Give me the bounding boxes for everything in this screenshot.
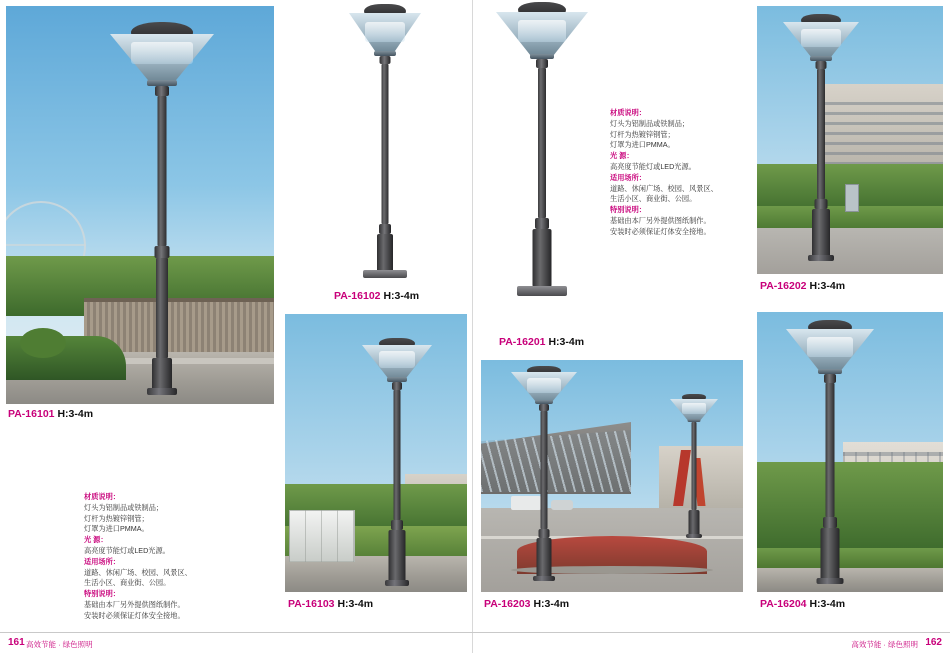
lamp-collar bbox=[392, 382, 402, 390]
lamp-glass-diffuser bbox=[527, 378, 561, 393]
product-code: PA-16204 bbox=[760, 598, 807, 610]
spec-line: 特别说明： bbox=[84, 589, 120, 599]
product-code: PA-16201 bbox=[499, 336, 546, 348]
lamp-collar bbox=[539, 404, 549, 411]
lamp-foot-plate bbox=[363, 270, 407, 278]
product-code: PA-16103 bbox=[288, 598, 335, 610]
product-code: PA-16102 bbox=[334, 290, 381, 302]
lamp-base bbox=[533, 229, 552, 287]
product-height: H:3-4m bbox=[548, 336, 585, 348]
spec-line: 基础由本厂另外提供图纸制作。 bbox=[610, 215, 711, 225]
lamp-glass-diffuser bbox=[518, 20, 566, 42]
spec-line: 材质说明： bbox=[610, 108, 646, 117]
footer-rule bbox=[0, 632, 950, 633]
spec-line: 高亮度节能灯或LED光源。 bbox=[610, 161, 696, 171]
lamp-collar bbox=[816, 61, 827, 69]
spec-line: 灯杆为热镀锌钢管； bbox=[84, 513, 149, 523]
caption-pa-16103 bbox=[288, 598, 373, 610]
spec-line: 适用场所： bbox=[610, 172, 646, 182]
lamp-foot-plate bbox=[147, 388, 177, 395]
caption-pa-16204 bbox=[760, 598, 845, 610]
spec-line: 灯头为铝制品或铁制品； bbox=[84, 502, 164, 512]
spec-line: 道路、休闲广场、校园、风景区、 bbox=[610, 183, 718, 193]
spec-line: 灯罩为进口PMMA。 bbox=[610, 140, 675, 150]
lamp-glass-diffuser bbox=[131, 42, 193, 64]
lamp-mid-collar bbox=[155, 246, 170, 258]
lamp-lower-pole bbox=[156, 258, 168, 358]
lamp-base bbox=[389, 530, 406, 582]
spec-line: 光 源： bbox=[84, 535, 108, 545]
lamp-mid-collar bbox=[535, 218, 549, 229]
lamp-glass-diffuser bbox=[682, 403, 706, 414]
kiosk-panel-lines bbox=[289, 510, 355, 562]
spec-line: 灯头为铝制品或铁制品； bbox=[610, 118, 690, 128]
product-photo-pa-16101 bbox=[6, 6, 274, 404]
lamp-collar bbox=[380, 56, 391, 64]
lamp-pole bbox=[541, 411, 548, 529]
lamp-collar bbox=[824, 374, 836, 383]
footer-tagline-right: 高效节能 · 绿色照明 bbox=[851, 640, 918, 649]
spec-block-left bbox=[84, 492, 244, 622]
lamp-base bbox=[689, 510, 700, 536]
spec-line: 基础由本厂另外提供图纸制作。 bbox=[84, 599, 185, 609]
lamp-mid-collar bbox=[391, 520, 403, 530]
product-height: H:3-4m bbox=[57, 408, 94, 420]
lamp-pole bbox=[817, 69, 825, 199]
lamp-mid-collar bbox=[379, 224, 391, 234]
product-code: PA-16101 bbox=[8, 408, 55, 420]
lamp-pole bbox=[692, 422, 697, 510]
spec-line: 道路、休闲广场、校园、风景区、 bbox=[84, 567, 192, 577]
folio-left: 161 bbox=[8, 637, 25, 648]
product-height: H:3-4m bbox=[533, 598, 570, 610]
page-gutter-divider bbox=[472, 0, 473, 653]
lamp-glass-diffuser bbox=[807, 337, 853, 357]
lamp-base bbox=[821, 528, 840, 580]
lamp-pa-16102 bbox=[335, 4, 435, 282]
product-height: H:3-4m bbox=[809, 280, 846, 292]
lamp-pole bbox=[538, 68, 546, 218]
lamp-glass-diffuser bbox=[801, 29, 841, 47]
product-photo-pa-16202 bbox=[757, 6, 943, 274]
lamp-mid-collar bbox=[823, 517, 837, 528]
spec-line: 光 源： bbox=[610, 151, 634, 161]
spec-line: 生活小区、商业街、公园。 bbox=[84, 578, 171, 588]
lamp-mid-collar bbox=[539, 529, 550, 538]
footer-tagline-left: 高效节能 · 绿色照明 bbox=[26, 640, 93, 649]
lamp-glass-diffuser bbox=[365, 22, 405, 42]
ferris-wheel-spokes bbox=[6, 244, 86, 246]
caption-pa-16101 bbox=[8, 408, 93, 420]
spec-line: 材质说明： bbox=[84, 492, 120, 501]
product-height: H:3-4m bbox=[383, 290, 420, 302]
lamp-pa-16103 bbox=[347, 338, 447, 590]
spec-line: 灯罩为进口PMMA。 bbox=[84, 524, 149, 534]
spec-line: 生活小区、商业街、公园。 bbox=[610, 194, 697, 204]
spec-line: 灯杆为热镀锌钢管； bbox=[610, 129, 675, 139]
caption-pa-16201 bbox=[499, 336, 584, 348]
lamp-foot-plate bbox=[817, 578, 844, 584]
lamp-pa-16201 bbox=[487, 2, 597, 305]
caption-pa-16203 bbox=[484, 598, 569, 610]
product-photo-pa-16201 bbox=[482, 2, 602, 307]
lamp-collar bbox=[155, 86, 169, 96]
spec-line: 适用场所： bbox=[84, 556, 120, 566]
lamp-base bbox=[537, 538, 552, 578]
product-photo-pa-16204 bbox=[757, 312, 943, 592]
lamp-pa-16202 bbox=[773, 14, 869, 264]
product-code: PA-16202 bbox=[760, 280, 807, 292]
lamp-pole bbox=[394, 390, 401, 520]
product-height: H:3-4m bbox=[809, 598, 846, 610]
lamp-glass-diffuser bbox=[379, 351, 415, 368]
product-code: PA-16203 bbox=[484, 598, 531, 610]
folio-right: 162 bbox=[925, 637, 942, 648]
product-photo-pa-16203 bbox=[481, 360, 743, 592]
lamp-base bbox=[812, 209, 830, 257]
caption-pa-16202 bbox=[760, 280, 845, 292]
lamp-pa-16204 bbox=[775, 320, 885, 588]
lamp-pole bbox=[382, 64, 389, 224]
spec-line: 高亮度节能灯或LED光源。 bbox=[84, 545, 170, 555]
spec-block-right bbox=[610, 108, 770, 238]
lamp-pa-16203-right bbox=[659, 394, 729, 544]
lamp-foot-plate bbox=[517, 286, 567, 296]
product-photo-pa-16102 bbox=[330, 4, 440, 284]
lamp-collar bbox=[536, 59, 548, 68]
lamp-foot-plate bbox=[808, 255, 834, 261]
lamp-pole bbox=[826, 383, 835, 517]
spec-line: 安装时必须保证灯体安全接地。 bbox=[610, 226, 711, 236]
product-height: H:3-4m bbox=[337, 598, 374, 610]
caption-pa-16102 bbox=[334, 290, 419, 302]
lamp-pole bbox=[158, 96, 167, 246]
lamp-foot-plate bbox=[686, 534, 702, 538]
lamp-mid-collar bbox=[815, 199, 828, 209]
lamp-base bbox=[377, 234, 393, 272]
spec-line: 特别说明： bbox=[610, 205, 646, 215]
lamp-foot-plate bbox=[385, 580, 409, 586]
shrub-round bbox=[20, 328, 66, 358]
lamp-pa-16101 bbox=[102, 20, 222, 400]
lamp-foot-plate bbox=[533, 576, 555, 581]
spec-line: 安装时必须保证灯体安全接地。 bbox=[84, 610, 185, 620]
lamp-base bbox=[152, 358, 172, 390]
lamp-pa-16203-left bbox=[499, 366, 589, 586]
product-photo-pa-16103 bbox=[285, 314, 467, 592]
hotel-name-text bbox=[939, 98, 941, 100]
